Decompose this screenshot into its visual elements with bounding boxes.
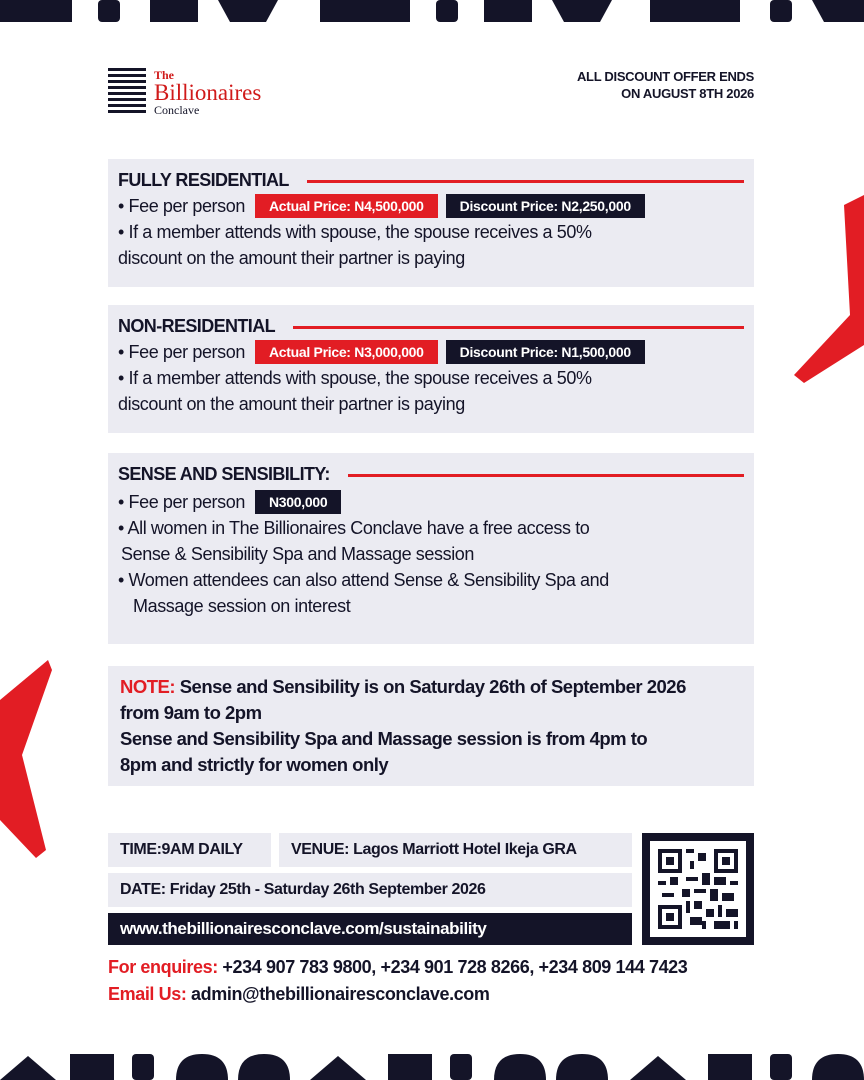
- sense-title: SENSE AND SENSIBILITY:: [118, 463, 330, 484]
- sense-and-sensibility-card: [108, 453, 754, 644]
- email-label: Email Us:: [108, 984, 187, 1004]
- red-chevron-decoration-right: [794, 195, 864, 385]
- title-divider: [293, 326, 744, 329]
- note-line-2: from 9am to 2pm: [120, 702, 262, 723]
- brand-logo: [108, 68, 261, 116]
- red-chevron-decoration-left: [0, 660, 55, 860]
- date-info: DATE: Friday 25th - Saturday 26th September 2026: [108, 873, 632, 907]
- enquiries-line: [108, 957, 687, 978]
- time-info: TIME:9AM DAILY: [108, 833, 271, 867]
- fee-label: • Fee per person: [118, 492, 245, 512]
- actual-price-badge: Actual Price: N3,000,000: [255, 340, 438, 364]
- spouse-discount-line-2: discount on the amount their partner is paying: [118, 248, 465, 268]
- actual-price-badge: Actual Price: N4,500,000: [255, 194, 438, 218]
- email-line: [108, 984, 489, 1005]
- spouse-discount-line-2: discount on the amount their partner is paying: [118, 394, 465, 414]
- offer-line-2: ON AUGUST 8TH 2026: [621, 86, 754, 101]
- note-line-4: 8pm and strictly for women only: [120, 754, 389, 775]
- enquiries-label: For enquires:: [108, 957, 218, 977]
- attend-line-2: Massage session on interest: [133, 596, 351, 616]
- fully-residential-title: FULLY RESIDENTIAL: [118, 169, 289, 190]
- discount-price-badge: Discount Price: N2,250,000: [446, 194, 645, 218]
- title-divider: [348, 474, 744, 477]
- phone-numbers[interactable]: +234 907 783 9800, +234 901 728 8266, +234 809 144 7423: [217, 957, 688, 977]
- logo-stripes-icon: [108, 68, 146, 116]
- fee-label: • Fee per person: [118, 342, 245, 362]
- note-line-1: Sense and Sensibility is on Saturday 26th of September 2026: [175, 676, 686, 697]
- sense-price-badge: N300,000: [255, 490, 341, 514]
- spouse-discount-line-1: • If a member attends with spouse, the spouse receives a 50%: [118, 222, 592, 242]
- website-link[interactable]: www.thebillionairesconclave.com/sustainability: [108, 913, 632, 945]
- bottom-decorative-pattern: [0, 1050, 864, 1080]
- non-residential-card: [108, 305, 754, 433]
- women-access-line-1: • All women in The Billionaires Conclave have a free access to: [118, 518, 590, 538]
- logo-subtitle: Conclave: [154, 102, 200, 117]
- discount-price-badge: Discount Price: N1,500,000: [446, 340, 645, 364]
- email-address[interactable]: admin@thebillionairesconclave.com: [186, 984, 490, 1004]
- title-divider: [307, 180, 744, 183]
- logo-name: Billionaires: [154, 79, 262, 105]
- offer-deadline: [577, 68, 754, 102]
- qr-code-icon: [658, 849, 738, 929]
- note-card: [108, 666, 754, 786]
- fee-label: • Fee per person: [118, 196, 245, 216]
- non-residential-title: NON-RESIDENTIAL: [118, 315, 275, 336]
- women-access-line-2: Sense & Sensibility Spa and Massage session: [121, 544, 475, 564]
- offer-line-1: ALL DISCOUNT OFFER ENDS: [576, 69, 754, 84]
- note-label: NOTE:: [120, 676, 176, 697]
- venue-info: VENUE: Lagos Marriott Hotel Ikeja GRA: [279, 833, 632, 867]
- top-decorative-pattern: [0, 0, 864, 24]
- fully-residential-card: [108, 159, 754, 287]
- spouse-discount-line-1: • If a member attends with spouse, the spouse receives a 50%: [118, 368, 592, 388]
- note-line-3: Sense and Sensibility Spa and Massage session is from 4pm to: [120, 728, 648, 749]
- attend-line-1: • Women attendees can also attend Sense & Sensibility Spa and: [118, 570, 609, 590]
- qr-code: [642, 833, 754, 945]
- logo-the: The: [154, 67, 175, 82]
